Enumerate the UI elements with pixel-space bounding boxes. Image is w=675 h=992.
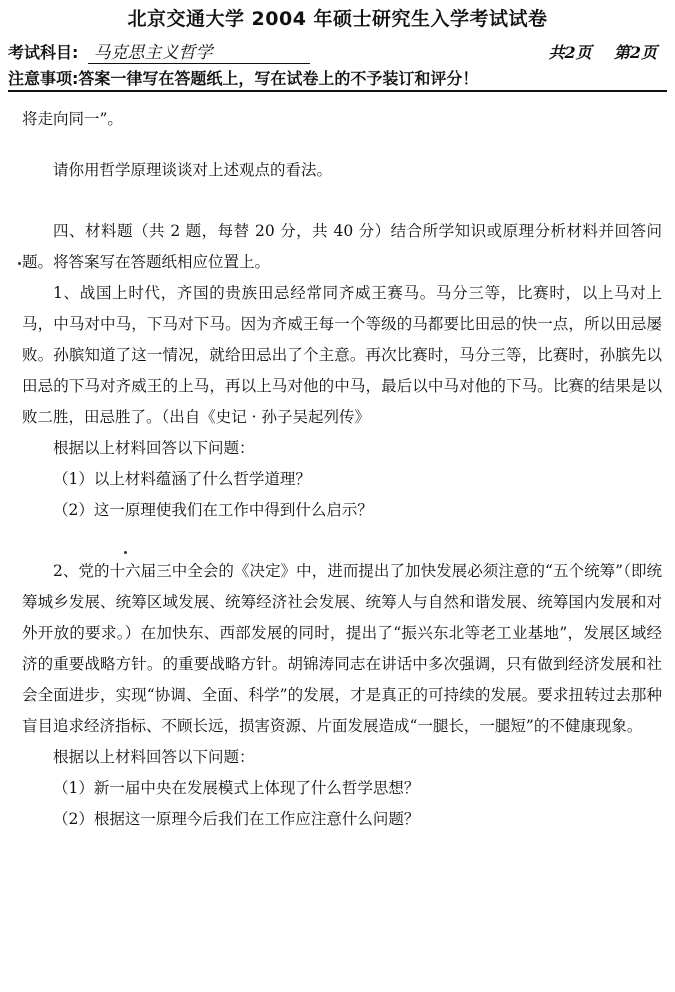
material-1-intro: 根据以上材料回答以下问题： — [53, 439, 255, 457]
scan-speck — [18, 262, 21, 265]
prompt-text: 请你用哲学原理谈谈对上述观点的看法。 — [53, 161, 333, 179]
pages-current: 第2页 — [613, 43, 657, 62]
section-heading: 四、材料题（共 2 题，每替 20 分，共 40 分）结合所学知识或原理分析材料并回答问题。将答案写在答题纸相应位置上。 — [22, 222, 662, 271]
material-2-question-1: （1）新一届中央在发展模式上体现了什么哲学思想？ — [53, 779, 420, 797]
subject-handwritten-value: 马克思主义哲学 — [88, 43, 310, 64]
exam-title: 北京交通大学 2004 年硕士研究生入学考试试卷 — [127, 8, 548, 30]
subject-row — [8, 40, 667, 64]
scan-speck — [124, 551, 127, 554]
pages-total: 共2页 — [548, 43, 592, 62]
material-2-question-2: （2）根据这一原理今后我们在工作应注意什么问题？ — [53, 810, 420, 828]
notice-label: 注意事项: — [8, 69, 79, 88]
material-1-text: 1、战国上时代，齐国的贵族田忌经常同齐威王赛马。马分三等，比赛时，以上马对上马，中马对中马，下马对下马。因为齐威王每一个等级的马都要比田忌的快一点，所以田忌屡败。孙膑知道了这一情况，就给田忌出了个主意。再次比赛时，马分三等，比赛时，孙膑先以田忌的下马对齐威王的上马，再以上马对他的中马，最后以中马对他的下马。比赛的结果是以败二胜，田忌胜了。（出自《史记 · 孙子吴起列传》 — [22, 284, 662, 426]
notice-text: 答案一律写在答题纸上，写在试卷上的不予装订和评分！ — [78, 69, 479, 88]
material-1-question-1: （1）以上材料蕴涵了什么哲学道理？ — [53, 470, 311, 488]
subject-label: 考试科目: — [8, 43, 79, 62]
continuation-text: 将走向同一”。 — [22, 110, 123, 128]
exam-body — [22, 104, 662, 835]
material-2-text: 2、党的十六届三中全会的《决定》中，进而提出了加快发展必须注意的“五个统筹”（即统筹城乡发展、统筹区域发展、统筹经济社会发展、统筹人与自然和谐发展、统筹国内发展和对外开放的要求。）在加快东、西部发展的同时，提出了“振兴东北等老工业基地”，发展区域经济的重要战略方针。的重要战略方针。胡锦涛同志在讲话中多次强调，只有做到经济发展和社会全面进步，实现“协调、全面、科学”的发展，才是真正的可持续的发展。要求扭转过去那种盲目追求经济指标、不顾长远，损害资源、片面发展造成“一腿长，一腿短”的不健康现象。 — [22, 562, 662, 735]
header-divider — [8, 90, 667, 92]
material-1-question-2: （2）这一原理使我们在工作中得到什么启示？ — [53, 501, 373, 519]
notice-row — [8, 66, 667, 90]
material-2-intro: 根据以上材料回答以下问题： — [53, 748, 255, 766]
page-count — [548, 40, 657, 63]
